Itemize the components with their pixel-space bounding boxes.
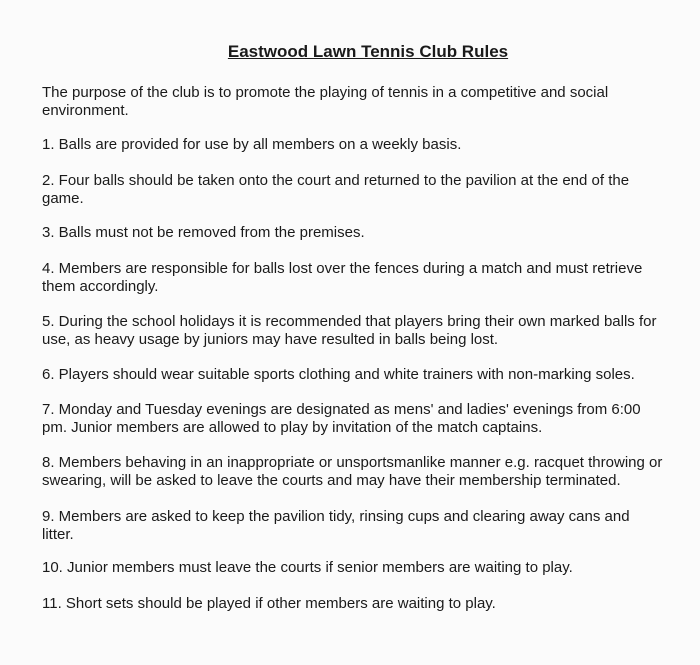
rule-5: 5. During the school holidays it is recommended that players bring their own marked balls for use, as heavy usage by juniors may have resulted in balls being lost. [42,313,657,348]
rule-9: 9. Members are asked to keep the pavilion tidy, rinsing cups and clearing away cans and litter. [42,508,630,543]
rule-10: 10. Junior members must leave the courts if senior members are waiting to play. [42,559,573,576]
rule-6: 6. Players should wear suitable sports clothing and white trainers with non-marking soles. [42,366,635,383]
intro-paragraph: The purpose of the club is to promote the playing of tennis in a competitive and social environment. [42,84,609,119]
rule-3: 3. Balls must not be removed from the premises. [42,224,365,241]
rule-11: 11. Short sets should be played if other members are waiting to play. [42,595,496,612]
rule-4: 4. Members are responsible for balls lost over the fences during a match and must retrieve them accordingly. [42,260,643,295]
rule-2: 2. Four balls should be taken onto the court and returned to the pavilion at the end of the game. [42,172,630,207]
rule-8: 8. Members behaving in an inappropriate or unsportsmanlike manner e.g. racquet throwing or swearing, will be asked to leave the courts and may have their membership terminated. [42,454,663,489]
rule-1: 1. Balls are provided for use by all members on a weekly basis. [42,136,462,153]
rule-7: 7. Monday and Tuesday evenings are designated as mens' and ladies' evenings from 6:00 pm. Junior members are allowed to play by invitation of the match captains. [42,401,641,436]
document-title: Eastwood Lawn Tennis Club Rules [227,42,509,61]
